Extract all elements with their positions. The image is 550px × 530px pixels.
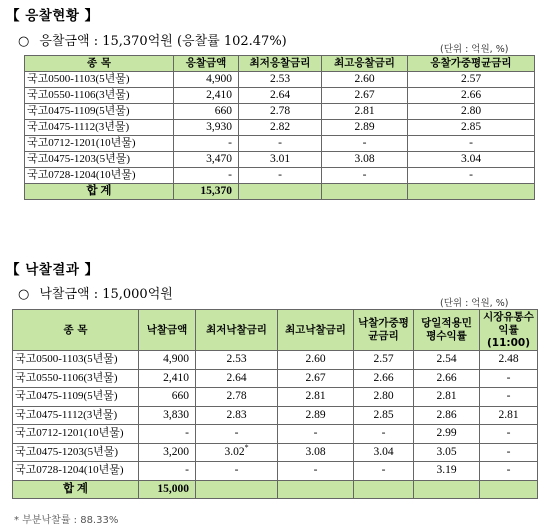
market-yield: - [480, 388, 538, 407]
weighted-avg-award-rate: 2.57 [354, 351, 414, 370]
bullet-icon: ○ [18, 287, 30, 302]
header-cell: 종 목 [13, 310, 139, 351]
bond-name: 국고0475-1112(3년물) [13, 406, 139, 425]
empty-cell [354, 480, 414, 499]
empty-cell [480, 480, 538, 499]
unit-label: (단위 : 억원, %) [440, 298, 509, 309]
table-row [13, 425, 538, 444]
footnote-marker: * [244, 443, 249, 452]
min-award-rate: - [196, 425, 278, 444]
min-award-rate: 2.53 [196, 351, 278, 370]
bond-name: 국고0550-1106(3년물) [25, 88, 174, 104]
bond-name: 국고0500-1103(5년물) [13, 351, 139, 370]
max-bid-rate: 2.81 [322, 104, 408, 120]
max-bid-rate: - [322, 136, 408, 152]
weighted-avg-rate: - [408, 168, 535, 184]
max-award-rate: - [278, 425, 354, 444]
max-bid-rate: 2.89 [322, 120, 408, 136]
applied-yield: 2.66 [414, 369, 480, 388]
bond-name: 국고0475-1109(5년물) [13, 388, 139, 407]
min-award-rate: 2.78 [196, 388, 278, 407]
header-cell: 당일적용민평수익률 [414, 310, 480, 351]
applied-yield: 2.81 [414, 388, 480, 407]
table-row [25, 136, 535, 152]
market-yield: - [480, 369, 538, 388]
bond-name: 국고0475-1112(3년물) [25, 120, 174, 136]
header-cell: 낙찰가중평균금리 [354, 310, 414, 351]
max-award-rate: 2.89 [278, 406, 354, 425]
bond-name: 국고0712-1201(10년물) [13, 425, 139, 444]
unit-label: (단위 : 억원, %) [440, 44, 509, 55]
header-cell: 최고응찰금리 [322, 56, 408, 72]
market-yield: - [480, 425, 538, 444]
award-amount: 660 [139, 388, 196, 407]
max-award-rate: 3.08 [278, 443, 354, 462]
total-amount: 15,000 [139, 480, 196, 499]
bid-amount: - [174, 168, 239, 184]
empty-cell [239, 184, 322, 200]
bid-amount: 3,470 [174, 152, 239, 168]
min-bid-rate: 2.64 [239, 88, 322, 104]
bond-name: 국고0475-1109(5년물) [25, 104, 174, 120]
bid-amount: 660 [174, 104, 239, 120]
weighted-avg-award-rate: 2.80 [354, 388, 414, 407]
market-yield: 2.81 [480, 406, 538, 425]
total-label: 합 계 [13, 480, 139, 499]
header-cell: 최저낙찰금리 [196, 310, 278, 351]
award-amount: 3,200 [139, 443, 196, 462]
section-title-bidding-status: 【 응찰현황 】 [6, 8, 99, 24]
header-cell: 응찰가중평균금리 [408, 56, 535, 72]
min-bid-rate: 2.53 [239, 72, 322, 88]
weighted-avg-award-rate: - [354, 462, 414, 481]
table-row [25, 120, 535, 136]
weighted-avg-award-rate: 3.04 [354, 443, 414, 462]
min-award-rate: - [196, 462, 278, 481]
applied-yield: 3.19 [414, 462, 480, 481]
header-cell: 종 목 [25, 56, 174, 72]
bond-name: 국고0475-1203(5년물) [25, 152, 174, 168]
award-results-table [12, 309, 538, 499]
bond-name: 국고0728-1204(10년물) [25, 168, 174, 184]
bidding-summary-text: 응찰금액 : 15,370억원 (응찰률 102.47%) [39, 34, 287, 49]
table-header-row [25, 56, 535, 72]
max-award-rate: - [278, 462, 354, 481]
weighted-avg-award-rate: 2.66 [354, 369, 414, 388]
empty-cell [414, 480, 480, 499]
award-amount: - [139, 425, 196, 444]
weighted-avg-rate: 2.80 [408, 104, 535, 120]
table-row [13, 462, 538, 481]
min-award-rate [196, 443, 278, 462]
weighted-avg-award-rate: 2.85 [354, 406, 414, 425]
bidding-status-table [24, 55, 535, 200]
award-amount: - [139, 462, 196, 481]
table-row [13, 388, 538, 407]
bidding-summary [18, 30, 287, 49]
empty-cell [408, 184, 535, 200]
min-bid-rate: - [239, 136, 322, 152]
weighted-avg-rate: - [408, 136, 535, 152]
table-row [25, 168, 535, 184]
table-row [25, 88, 535, 104]
header-cell: 최고낙찰금리 [278, 310, 354, 351]
header-cell: 응찰금액 [174, 56, 239, 72]
header-cell: 낙찰금액 [139, 310, 196, 351]
min-bid-rate: - [239, 168, 322, 184]
bid-amount: 3,930 [174, 120, 239, 136]
bond-name: 국고0728-1204(10년물) [13, 462, 139, 481]
bullet-icon: ○ [18, 34, 30, 49]
header-cell: 시장유통수익률(11:00) [480, 310, 538, 351]
table-row [13, 443, 538, 462]
bond-name: 국고0712-1201(10년물) [25, 136, 174, 152]
award-amount: 4,900 [139, 351, 196, 370]
partial-award-footnote: * 부분낙찰률 : 88.33% [14, 515, 119, 526]
award-summary [18, 283, 173, 302]
min-award-rate-value: 3.02 [224, 445, 245, 458]
table-header-row [13, 310, 538, 351]
max-award-rate: 2.67 [278, 369, 354, 388]
weighted-avg-rate: 3.04 [408, 152, 535, 168]
award-amount: 2,410 [139, 369, 196, 388]
applied-yield: 2.99 [414, 425, 480, 444]
max-bid-rate: 3.08 [322, 152, 408, 168]
total-row [13, 480, 538, 499]
market-yield: 2.48 [480, 351, 538, 370]
weighted-avg-award-rate: - [354, 425, 414, 444]
weighted-avg-rate: 2.57 [408, 72, 535, 88]
total-amount: 15,370 [174, 184, 239, 200]
table-row [13, 406, 538, 425]
bond-name: 국고0500-1103(5년물) [25, 72, 174, 88]
min-bid-rate: 2.82 [239, 120, 322, 136]
table-row [25, 104, 535, 120]
min-bid-rate: 3.01 [239, 152, 322, 168]
max-bid-rate: - [322, 168, 408, 184]
applied-yield: 2.54 [414, 351, 480, 370]
empty-cell [322, 184, 408, 200]
max-bid-rate: 2.60 [322, 72, 408, 88]
min-award-rate: 2.64 [196, 369, 278, 388]
bid-amount: 2,410 [174, 88, 239, 104]
weighted-avg-rate: 2.66 [408, 88, 535, 104]
min-bid-rate: 2.78 [239, 104, 322, 120]
award-amount: 3,830 [139, 406, 196, 425]
market-yield: - [480, 443, 538, 462]
table-row [13, 369, 538, 388]
empty-cell [278, 480, 354, 499]
min-award-rate: 2.83 [196, 406, 278, 425]
award-summary-text: 낙찰금액 : 15,000억원 [39, 287, 173, 302]
total-row [25, 184, 535, 200]
weighted-avg-rate: 2.85 [408, 120, 535, 136]
bid-amount: - [174, 136, 239, 152]
header-cell: 최저응찰금리 [239, 56, 322, 72]
total-label: 합 계 [25, 184, 174, 200]
max-award-rate: 2.81 [278, 388, 354, 407]
table-row [25, 152, 535, 168]
table-row [13, 351, 538, 370]
max-award-rate: 2.60 [278, 351, 354, 370]
bond-name: 국고0475-1203(5년물) [13, 443, 139, 462]
section-title-award-results: 【 낙찰결과 】 [6, 262, 99, 278]
bid-amount: 4,900 [174, 72, 239, 88]
table-row [25, 72, 535, 88]
max-bid-rate: 2.67 [322, 88, 408, 104]
bond-name: 국고0550-1106(3년물) [13, 369, 139, 388]
empty-cell [196, 480, 278, 499]
applied-yield: 2.86 [414, 406, 480, 425]
applied-yield: 3.05 [414, 443, 480, 462]
market-yield: - [480, 462, 538, 481]
